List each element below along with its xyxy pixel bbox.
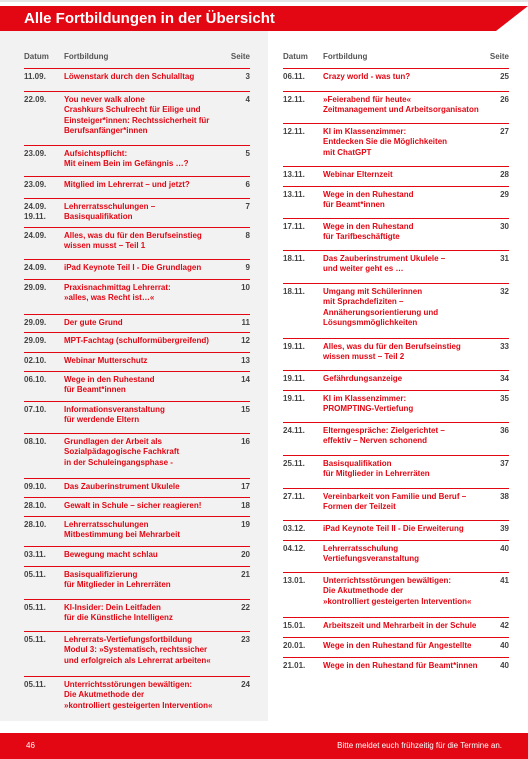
course-date: 24.09. [24, 231, 47, 240]
course-page: 28 [500, 170, 509, 179]
course-page: 30 [500, 222, 509, 231]
course-date: 19.11. [283, 374, 305, 383]
table-row[interactable] [24, 352, 250, 371]
course-page: 33 [500, 342, 509, 351]
table-row[interactable] [24, 433, 250, 478]
table-row[interactable] [24, 259, 250, 279]
course-title-link[interactable]: Mitglied im Lehrerrat – und jetzt? [64, 180, 190, 189]
course-title-link[interactable]: Löwenstark durch den Schulalltag [64, 72, 195, 81]
table-row[interactable] [24, 198, 250, 227]
table-row[interactable] [24, 227, 250, 259]
course-date: 13.01. [283, 576, 306, 585]
course-date: 17.11. [283, 222, 305, 231]
course-title-link[interactable]: Basisqualifikation für Mitglieder in Lehrerräten [323, 459, 430, 479]
course-date: 28.10. [24, 520, 47, 529]
table-row[interactable] [24, 332, 250, 352]
course-page: 3 [245, 72, 250, 81]
course-page: 31 [500, 254, 509, 263]
course-title-link[interactable]: Bewegung macht schlau [64, 550, 158, 559]
course-page: 5 [245, 149, 250, 158]
table-row[interactable] [24, 676, 250, 720]
table-row[interactable] [24, 478, 250, 497]
course-date: 05.11. [24, 570, 46, 579]
course-title-link[interactable]: You never walk alone Crashkurs Schulrecht für Eilige und Einsteiger*innen: Rechtssicherheit für Berufsanfänger*innen [64, 95, 210, 135]
header-page: Seite [489, 52, 509, 61]
course-title-link[interactable]: Elterngespräche: Zielgerichtet – effektiv – Nerven schonend [323, 426, 445, 446]
course-title-link[interactable]: Lehrerratsschulung Vertiefungsveranstaltung [323, 544, 420, 564]
course-page: 40 [500, 641, 509, 650]
table-row[interactable] [24, 279, 250, 314]
course-date: 29.09. [24, 336, 47, 345]
course-date: 28.10. [24, 501, 47, 510]
course-title-link[interactable]: Lehrerratsschulungen Mitbestimmung bei Mehrarbeit [64, 520, 181, 540]
course-date: 20.01. [283, 641, 306, 650]
table-row[interactable] [283, 123, 509, 166]
course-date: 18.11. [283, 254, 305, 263]
course-title-link[interactable]: Das Zauberinstrument Ukulele – und weiter geht es … [323, 254, 446, 274]
course-page: 40 [500, 544, 509, 553]
table-row[interactable] [283, 617, 509, 637]
table-row[interactable] [24, 145, 250, 176]
course-title-link[interactable]: Unterrichtsstörungen bewältigen: Die Akutmethode der »kontrolliert gesteigerten Intervention« [64, 680, 213, 710]
course-page: 18 [241, 501, 250, 510]
course-title-link[interactable]: KI-Insider: Dein Leitfaden für die Künstliche Intelligenz [64, 603, 173, 623]
course-date: 23.09. [24, 149, 47, 158]
course-title-link[interactable]: Lehrerrats-Vertiefungsfortbildung Modul 3: »Systematisch, rechtssicher und erfolgreich als Lehrerrat arbeiten« [64, 635, 211, 665]
course-page: 40 [500, 661, 509, 670]
course-date: 24.09. 19.11. [24, 202, 47, 221]
course-date: 02.10. [24, 356, 47, 365]
table-row[interactable] [283, 572, 509, 617]
course-title-link[interactable]: Aufsichtspflicht: Mit einem Bein im Gefängnis …? [64, 149, 189, 169]
course-title-link[interactable]: iPad Keynote Teil II - Die Erweiterung [323, 524, 464, 533]
table-row[interactable] [283, 455, 509, 488]
course-date: 19.11. [283, 342, 305, 351]
course-title-link[interactable]: MPT-Fachtag (schulformübergreifend) [64, 336, 209, 345]
course-page: 8 [245, 231, 250, 240]
course-page: 14 [241, 375, 250, 384]
course-title-link[interactable]: Das Zauberinstrument Ukulele [64, 482, 180, 491]
course-page: 32 [500, 287, 509, 296]
header-course: Fortbildung [64, 52, 109, 61]
top-rule [0, 0, 528, 2]
table-row[interactable] [283, 91, 509, 123]
table-row[interactable] [283, 540, 509, 572]
table-row[interactable] [283, 422, 509, 455]
course-title-link[interactable]: KI im Klassenzimmer: PROMPTING-Vertiefung [323, 394, 414, 414]
course-title-link[interactable]: »Feierabend für heute« Zeitmanagement und Arbeitsorganisaton [323, 95, 479, 115]
course-title-link[interactable]: Alles, was du für den Berufseinstieg wissen musst – Teil 2 [323, 342, 461, 362]
table-row[interactable] [283, 390, 509, 422]
table-row[interactable] [24, 516, 250, 546]
table-row[interactable] [283, 488, 509, 520]
course-date: 13.11. [283, 190, 305, 199]
course-page: 7 [245, 202, 250, 211]
table-row[interactable] [24, 91, 250, 145]
table-row[interactable] [283, 68, 509, 91]
course-title-link[interactable]: Der gute Grund [64, 318, 123, 327]
course-date: 03.12. [283, 524, 306, 533]
course-title-link[interactable]: Basisqualifizierung für Mitglieder in Lehrerräten [64, 570, 171, 590]
course-title-link[interactable]: Webinar Mutterschutz [64, 356, 148, 365]
table-row[interactable] [24, 371, 250, 401]
course-page: 26 [500, 95, 509, 104]
table-row[interactable] [283, 250, 509, 283]
left-table-header [24, 52, 250, 66]
title-bar-notch [496, 6, 528, 31]
table-row[interactable] [24, 631, 250, 676]
course-page: 12 [241, 336, 250, 345]
course-date: 29.09. [24, 318, 47, 327]
course-title-link[interactable]: Crazy world - was tun? [323, 72, 411, 81]
table-row[interactable] [24, 314, 250, 332]
course-date: 05.11. [24, 603, 46, 612]
course-page: 23 [241, 635, 250, 644]
table-row[interactable] [283, 338, 509, 370]
course-date: 03.11. [24, 550, 46, 559]
table-row[interactable] [283, 637, 509, 657]
course-title-link[interactable]: Gewalt in Schule – sicher reagieren! [64, 501, 202, 510]
course-title-link[interactable]: Wege in den Ruhestand für Beamt*innen [323, 661, 478, 670]
table-row[interactable] [283, 166, 509, 186]
course-title-link[interactable]: Umgang mit Schülerinnen mit Sprachdefiziten – Annäherungsorientierung und Lösungsmmöglichkeiten [323, 287, 439, 327]
course-page: 34 [500, 374, 509, 383]
page-title: Alle Fortbildungen in der Übersicht [0, 6, 496, 31]
course-date: 04.12. [283, 544, 306, 553]
course-date: 06.10. [24, 375, 47, 384]
table-row[interactable] [283, 370, 509, 390]
course-page: 6 [245, 180, 250, 189]
course-date: 12.11. [283, 127, 305, 136]
course-page: 17 [241, 482, 250, 491]
course-date: 12.11. [283, 95, 305, 104]
table-row[interactable] [24, 566, 250, 599]
course-date: 07.10. [24, 405, 47, 414]
course-page: 36 [500, 426, 509, 435]
course-page: 22 [241, 603, 250, 612]
course-page: 15 [241, 405, 250, 414]
course-date: 08.10. [24, 437, 47, 446]
course-page: 29 [500, 190, 509, 199]
course-date: 19.11. [283, 394, 305, 403]
course-title-link[interactable]: Alles, was du für den Berufseinstieg wissen musst – Teil 1 [64, 231, 202, 251]
course-title-link[interactable]: Gefährdungsanzeige [323, 374, 403, 383]
course-title-link[interactable]: Unterrichtsstörungen bewältigen: Die Akutmethode der »kontrolliert gesteigerten Intervention« [323, 576, 472, 606]
table-row[interactable] [283, 186, 509, 218]
header-course: Fortbildung [323, 52, 368, 61]
course-page: 10 [241, 283, 250, 292]
course-title-link[interactable]: Wege in den Ruhestand für Angestellte [323, 641, 472, 650]
course-page: 35 [500, 394, 509, 403]
course-title-link[interactable]: Wege in den Ruhestand für Beamt*innen [323, 190, 414, 210]
right-table-header [283, 52, 509, 66]
course-page: 11 [241, 318, 250, 327]
course-title-link[interactable]: Grundlagen der Arbeit als Sozialpädagogische Fachkraft in der Schuleingangsphase - [64, 437, 180, 467]
course-page: 39 [500, 524, 509, 533]
course-page: 38 [500, 492, 509, 501]
course-title-link[interactable]: Webinar Elternzeit [323, 170, 393, 179]
course-page: 20 [241, 550, 250, 559]
course-page: 13 [241, 356, 250, 365]
course-page: 21 [241, 570, 250, 579]
table-row[interactable] [24, 599, 250, 631]
course-date: 18.11. [283, 287, 305, 296]
course-title-link[interactable]: Wege in den Ruhestand für Beamt*innen [64, 375, 155, 395]
course-date: 27.11. [283, 492, 305, 501]
course-title-link[interactable]: Lehrerratsschulungen – Basisqualifikation [64, 202, 156, 222]
table-row[interactable] [283, 283, 509, 338]
table-row[interactable] [24, 401, 250, 433]
table-row[interactable] [24, 68, 250, 91]
course-title-link[interactable]: KI im Klassenzimmer: Entdecken Sie die Möglichkeiten mit ChatGPT [323, 127, 448, 157]
course-page: 24 [241, 680, 250, 689]
course-date: 25.11. [283, 459, 305, 468]
course-page: 37 [500, 459, 509, 468]
course-date: 15.01. [283, 621, 306, 630]
table-row[interactable] [283, 657, 509, 677]
course-page: 4 [245, 95, 250, 104]
course-date: 11.09. [24, 72, 46, 81]
course-date: 24.11. [283, 426, 305, 435]
table-row[interactable] [24, 546, 250, 566]
course-date: 05.11. [24, 635, 46, 644]
header-date: Datum [24, 52, 49, 61]
course-page: 41 [500, 576, 509, 585]
course-date: 29.09. [24, 283, 47, 292]
course-title-link[interactable]: Informationsveranstaltung für werdende Eltern [64, 405, 165, 425]
course-title-link[interactable]: Praxisnachmittag Lehrerrat: »alles, was Recht ist…« [64, 283, 171, 303]
table-row[interactable] [24, 497, 250, 516]
course-date: 22.09. [24, 95, 47, 104]
course-date: 05.11. [24, 680, 46, 689]
table-row[interactable] [283, 218, 509, 250]
header-page: Seite [230, 52, 250, 61]
course-date: 24.09. [24, 263, 47, 272]
course-date: 23.09. [24, 180, 47, 189]
table-row[interactable] [283, 520, 509, 540]
course-page: 16 [241, 437, 250, 446]
page-footer [0, 733, 528, 759]
course-page: 19 [241, 520, 250, 529]
course-title-link[interactable]: iPad Keynote Teil I - Die Grundlagen [64, 263, 202, 272]
course-page: 9 [245, 263, 250, 272]
course-page: 27 [500, 127, 509, 136]
course-date: 06.11. [283, 72, 305, 81]
course-title-link[interactable]: Wege in den Ruhestand für Tarifbeschäftigte [323, 222, 414, 242]
course-date: 13.11. [283, 170, 305, 179]
page-number: 46 [26, 741, 35, 750]
footer-note: Bitte meldet euch frühzeitig für die Termine an. [337, 741, 502, 750]
course-date: 21.01. [283, 661, 306, 670]
table-row[interactable] [24, 176, 250, 198]
header-date: Datum [283, 52, 308, 61]
course-page: 25 [500, 72, 509, 81]
course-date: 09.10. [24, 482, 47, 491]
course-title-link[interactable]: Arbeitszeit und Mehrarbeit in der Schule [323, 621, 477, 630]
course-page: 42 [500, 621, 509, 630]
course-title-link[interactable]: Vereinbarkeit von Familie und Beruf – Formen der Teilzeit [323, 492, 467, 512]
